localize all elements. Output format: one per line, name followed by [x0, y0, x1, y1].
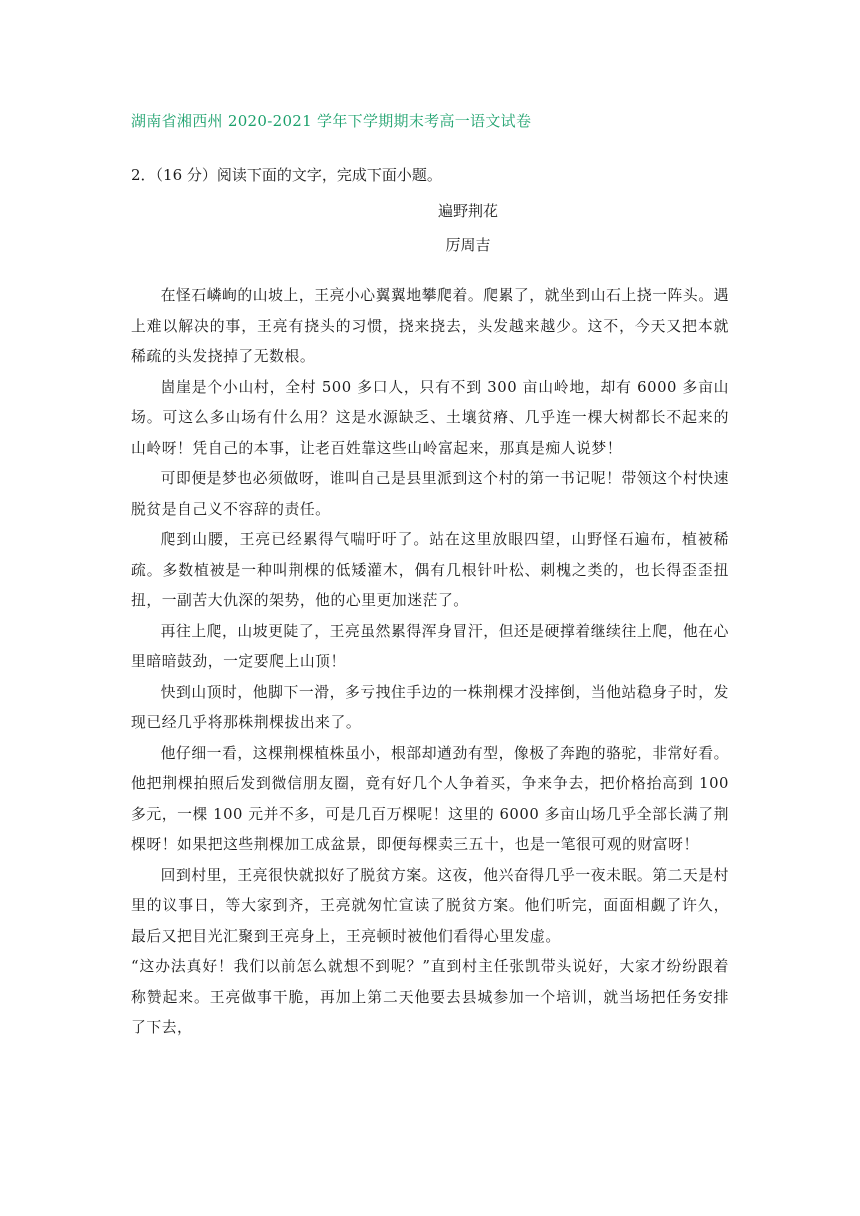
document-header-title: 湖南省湘西州 2020-2021 学年下学期期末考高一语文试卷: [131, 112, 532, 130]
question-prompt: 2．（16 分）阅读下面的文字，完成下面小题。: [131, 166, 442, 184]
story-body: [131, 281, 729, 1044]
paragraph: 回到村里，王亮很快就拟好了脱贫方案。这夜，他兴奋得几乎一夜未眠。第二天是村里的议事日，等大家到齐，王亮就匆忙宣读了脱贫方案。他们听完，面面相觑了许久，最后又把目光汇聚到王亮身上，王亮顿时被他们看得心里发虚。: [131, 866, 729, 945]
paragraph: 快到山顶时，他脚下一滑，多亏拽住手边的一株荆棵才没摔倒，当他站稳身子时，发现已经几乎将那株荆棵拔出来了。: [131, 683, 729, 731]
paragraph: 他仔细一看，这棵荆棵植株虽小，根部却遒劲有型，像极了奔跑的骆驼，非常好看。他把荆棵拍照后发到微信朋友圈，竟有好几个人争着买，争来争去，把价格抬高到 100 多元，一棵 100 元并不多，可是几百万棵呢！这里的 6000 多亩山场几乎全部长满了荆棵呀！如果把这些荆棵加工成盆景，即便每棵卖三五十，也是一笔很可观的财富呀！: [131, 744, 729, 853]
paragraph: 可即便是梦也必须做呀，谁叫自己是县里派到这个村的第一书记呢！带领这个村快速脱贫是自己义不容辞的责任。: [131, 470, 729, 518]
paragraph: 爬到山腰，王亮已经累得气喘吁吁了。站在这里放眼四望，山野怪石遍布，植被稀疏。多数植被是一种叫荆棵的低矮灌木，偶有几根针叶松、刺槐之类的，也长得歪歪扭扭，一副苦大仇深的架势，他的心里更加迷茫了。: [131, 531, 729, 609]
paragraph: 崮崖是个小山村，全村 500 多口人，只有不到 300 亩山岭地，却有 6000 多亩山场。可这么多山场有什么用？这是水源缺乏、土壤贫瘠、几乎连一棵大树都长不起来的山岭呀！凭自己的本事，让老百姓靠这些山岭富起来，那真是痴人说梦！: [131, 378, 729, 457]
story-author: 厉周吉: [445, 236, 491, 254]
story-title: 遍野荆花: [437, 202, 498, 220]
paragraph: “这办法真好！我们以前怎么就想不到呢？”直到村主任张凯带头说好，大家才纷纷跟着称赞起来。王亮做事干脆，再加上第二天他要去县城参加一个培训，就当场把任务安排了下去，: [131, 958, 729, 1036]
paragraph: 在怪石嶙峋的山坡上，王亮小心翼翼地攀爬着。爬累了，就坐到山石上挠一阵头。遇上难以解决的事，王亮有挠头的习惯，挠来挠去，头发越来越少。这不，今天又把本就稀疏的头发挠掉了无数根。: [131, 287, 729, 365]
paragraph: 再往上爬，山坡更陡了，王亮虽然累得浑身冒汗，但还是硬撑着继续往上爬，他在心里暗暗鼓劲，一定要爬上山顶！: [131, 622, 729, 670]
